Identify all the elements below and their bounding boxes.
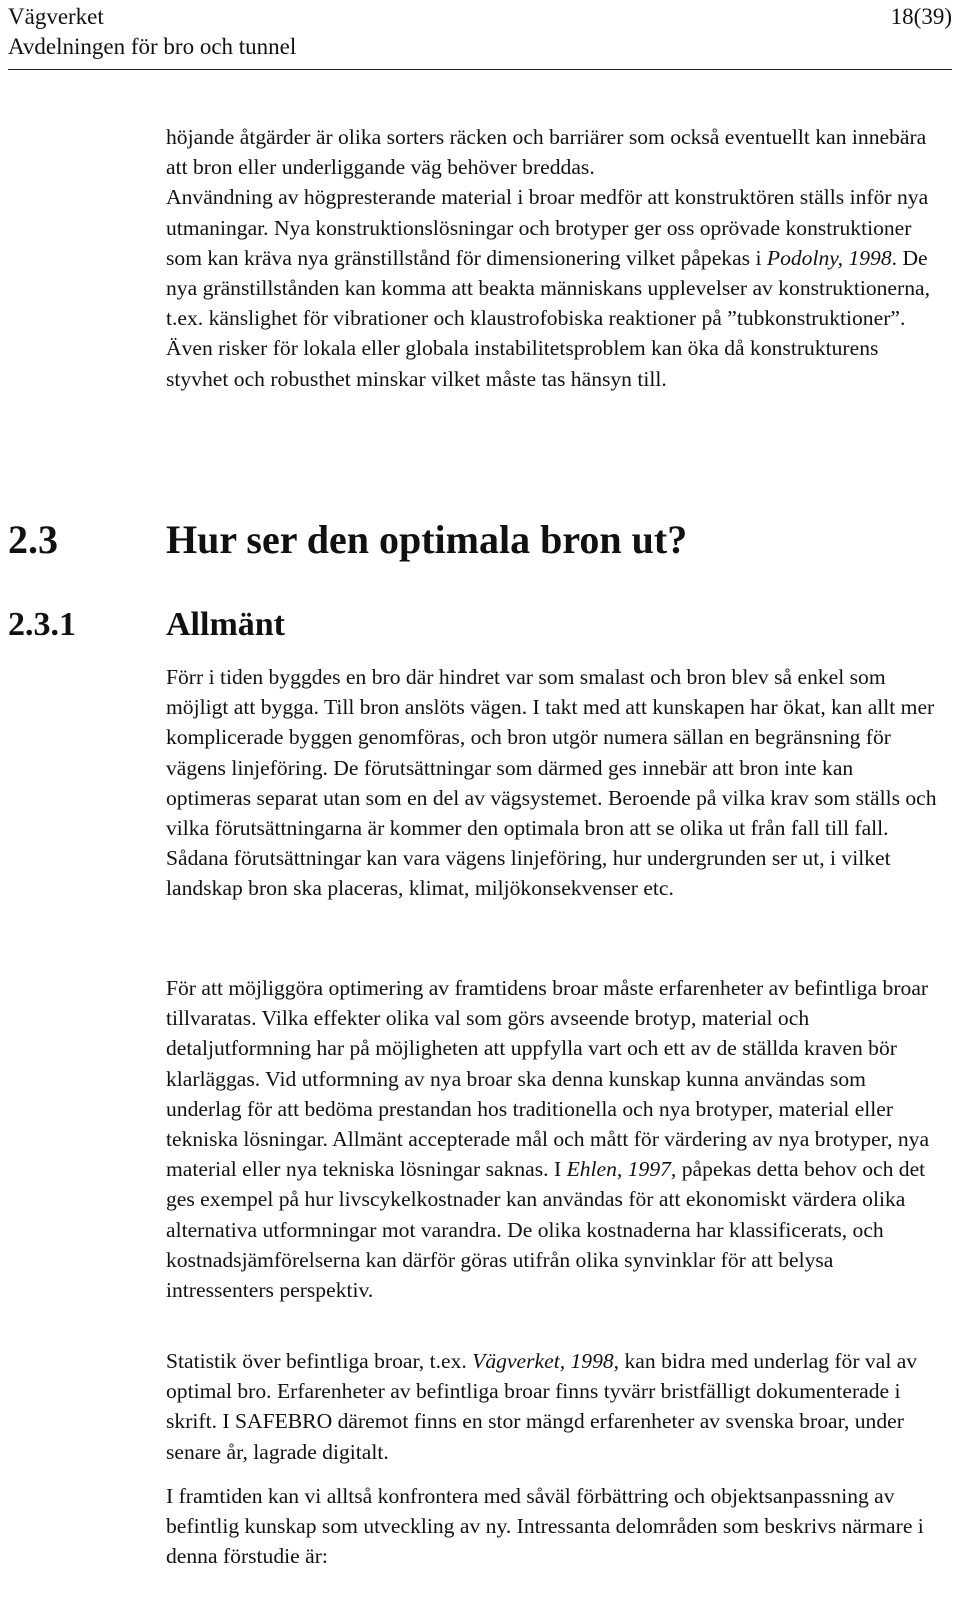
page-header	[8, 0, 952, 70]
intro-paragraph-2	[166, 182, 941, 393]
reference-ehlen: Ehlen, 1997,	[566, 1157, 677, 1182]
intro-text-b: . De nya gränstillstånden kan komma att beakta människans upplevelser av konstruktionerna, t.ex. känslighet för vibrationer och klaustrofobiska reaktioner på ”tubkonstruktioner”. Även risker för lokala eller globala instabilitetsproblem kan öka då konstrukturens styvhet och robusthet minskar vilket måste tas hänsyn till.	[166, 245, 930, 391]
paragraph-3	[166, 1346, 941, 1467]
subsection-heading	[8, 604, 285, 646]
subsection-number: 2.3.1	[8, 606, 76, 643]
reference-podolny: Podolny, 1998	[766, 245, 892, 270]
department-name: Avdelningen för bro och tunnel	[8, 34, 297, 59]
paragraph-3-text-a: Statistik över befintliga broar, t.ex.	[166, 1349, 473, 1373]
paragraph-3-text-b: kan bidra med underlag för val av optimal bro. Erfarenheter av befintliga broar finns tyvärr bristfälligt dokumenterade i skrift. I SAFEBRO däremot finns en stor mängd erfarenheter av svenska broar, under senare år, lagrade digitalt.	[166, 1349, 918, 1464]
section-number: 2.3	[8, 517, 58, 562]
page-number: 18(39)	[890, 4, 952, 29]
paragraph-2-text-b: påpekas detta behov och det ges exempel på hur livscykelkostnader kan användas för att ekonomiskt värdera olika alternativa utformningar mot varandra. De olika kostnaderna har klassificerats, och kostnadsjämförelserna kan därför göras utifrån olika synvinklar för att belysa intressenters perspektiv.	[166, 1157, 926, 1303]
subsection-title: Allmänt	[166, 606, 285, 643]
paragraph-2	[166, 973, 941, 1305]
organization-name: Vägverket	[8, 4, 104, 29]
section-heading	[8, 516, 687, 564]
paragraph-1	[166, 662, 941, 904]
reference-vagverket: Vägverket, 1998,	[472, 1349, 620, 1373]
intro-text	[166, 122, 941, 394]
header-left	[8, 2, 296, 62]
paragraph-2-text	[166, 973, 941, 1305]
paragraph-4	[166, 1481, 941, 1572]
intro-text-a: Användning av högpresterande material i broar medför att konstruktören ställs inför nya utmaningar. Nya konstruktionslösningar och brotyper ger oss oprövade konstruktioner som kan kräva nya gränstillstånd för dimensionering vilket påpekas i	[166, 185, 929, 270]
paragraph-1-text: Förr i tiden byggdes en bro där hindret var som smalast och bron blev så enkel som möjligt att bygga. Till bron anslöts vägen. I takt med att kunskapen har ökat, kan allt mer komplicerade byggen genomföras, och bron utgör numera sällan en begränsning för vägens linjeföring. De förutsättningar som därmed ges innebär att bron inte kan optimeras separat utan som en del av vägsystemet. Beroende på vilka krav som ställs och vilka förutsättningarna är kommer den optimala bron att se olika ut från fall till fall. Sådana förutsättningar kan vara vägens linjeföring, hur undergrunden ser ut, i vilket landskap bron ska placeras, klimat, miljökonsekvenser etc.	[166, 665, 937, 901]
paragraph-4-text: I framtiden kan vi alltså konfrontera med såväl förbättring och objektsanpassning av befintlig kunskap som utveckling av ny. Intressanta delområden som beskrivs närmare i denna förstudie är:	[166, 1484, 924, 1569]
intro-paragraph-1: höjande åtgärder är olika sorters räcken och barriärer som också eventuellt kan innebära att bron eller underliggande väg behöver breddas.	[166, 125, 927, 180]
paragraph-3-text	[166, 1346, 941, 1467]
paragraph-2-text-a: För att möjliggöra optimering av framtidens broar måste erfarenheter av befintliga broar tillvaratas. Vilka effekter olika val som görs avseende brotyp, material och detaljutformning har på möjligheten att uppfylla vart och ett av de ställda kraven bör klarläggas. Vid utformning av nya broar ska denna kunskap kunna användas som underlag för att bedöma prestandan hos traditionella och nya brotyper, material eller tekniska lösningar. Allmänt accepterade mål och mått för värdering av nya brotyper, nya material eller nya tekniska lösningar saknas. I	[166, 976, 930, 1182]
section-title: Hur ser den optimala bron ut?	[166, 517, 688, 562]
